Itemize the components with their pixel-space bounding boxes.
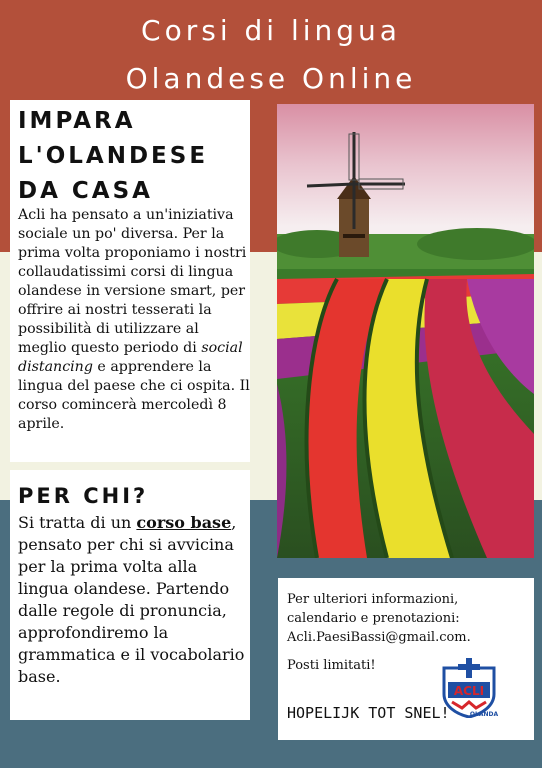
title-line-1: Corsi di lingua	[141, 14, 401, 47]
tulip-field-windmill-photo	[277, 104, 534, 558]
intro-panel	[10, 100, 250, 462]
intro-heading-line: DA CASA	[18, 178, 153, 204]
intro-heading-line: L'OLANDESE	[18, 143, 209, 169]
contact-email: Acli.PaesiBassi@gmail.com.	[287, 630, 471, 645]
logo-text: ACLI	[453, 684, 485, 698]
intro-body-text-end: e apprendere la lingua del paese che ci ospita. Il corso comincerà mercoledì 8 aprile.	[18, 359, 250, 432]
info-panel	[278, 578, 534, 740]
title-line-2: Olandese Online	[125, 62, 417, 95]
intro-heading	[18, 104, 208, 209]
intro-body	[18, 206, 250, 434]
audience-body-emphasis: corso base	[136, 513, 232, 532]
intro-body-italic: social distancing	[18, 340, 243, 375]
audience-heading: PER CHI?	[18, 484, 149, 508]
intro-heading-line: IMPARA	[18, 108, 136, 134]
logo-subtext: OLANDA	[469, 711, 499, 718]
audience-body-text: Si tratta di un	[18, 513, 137, 532]
intro-body-text: Acli ha pensato a un'iniziativa sociale un po' diversa. Per la prima volta proponiamo i nostri collaudatissimi corsi di lingua olandese in versione smart, per offrire ai nostri tesserati la possibilità di utilizzare al meglio questo periodo di	[18, 207, 247, 356]
audience-body	[18, 512, 248, 688]
limited-places-note: Posti limitati!	[287, 658, 376, 673]
info-text	[287, 590, 527, 647]
closing-greeting: HOPELIJK TOT SNEL!	[287, 704, 450, 722]
audience-body-text-end: , pensato per chi si avvicina per la prima volta alla lingua olandese. Partendo dalle regole di pronuncia, approfondiremo la grammatica e il vocabolario base.	[18, 513, 245, 686]
acli-logo	[438, 656, 500, 718]
audience-panel	[10, 470, 250, 720]
info-description: Per ulteriori informazioni, calendario e prenotazioni:	[287, 592, 460, 626]
